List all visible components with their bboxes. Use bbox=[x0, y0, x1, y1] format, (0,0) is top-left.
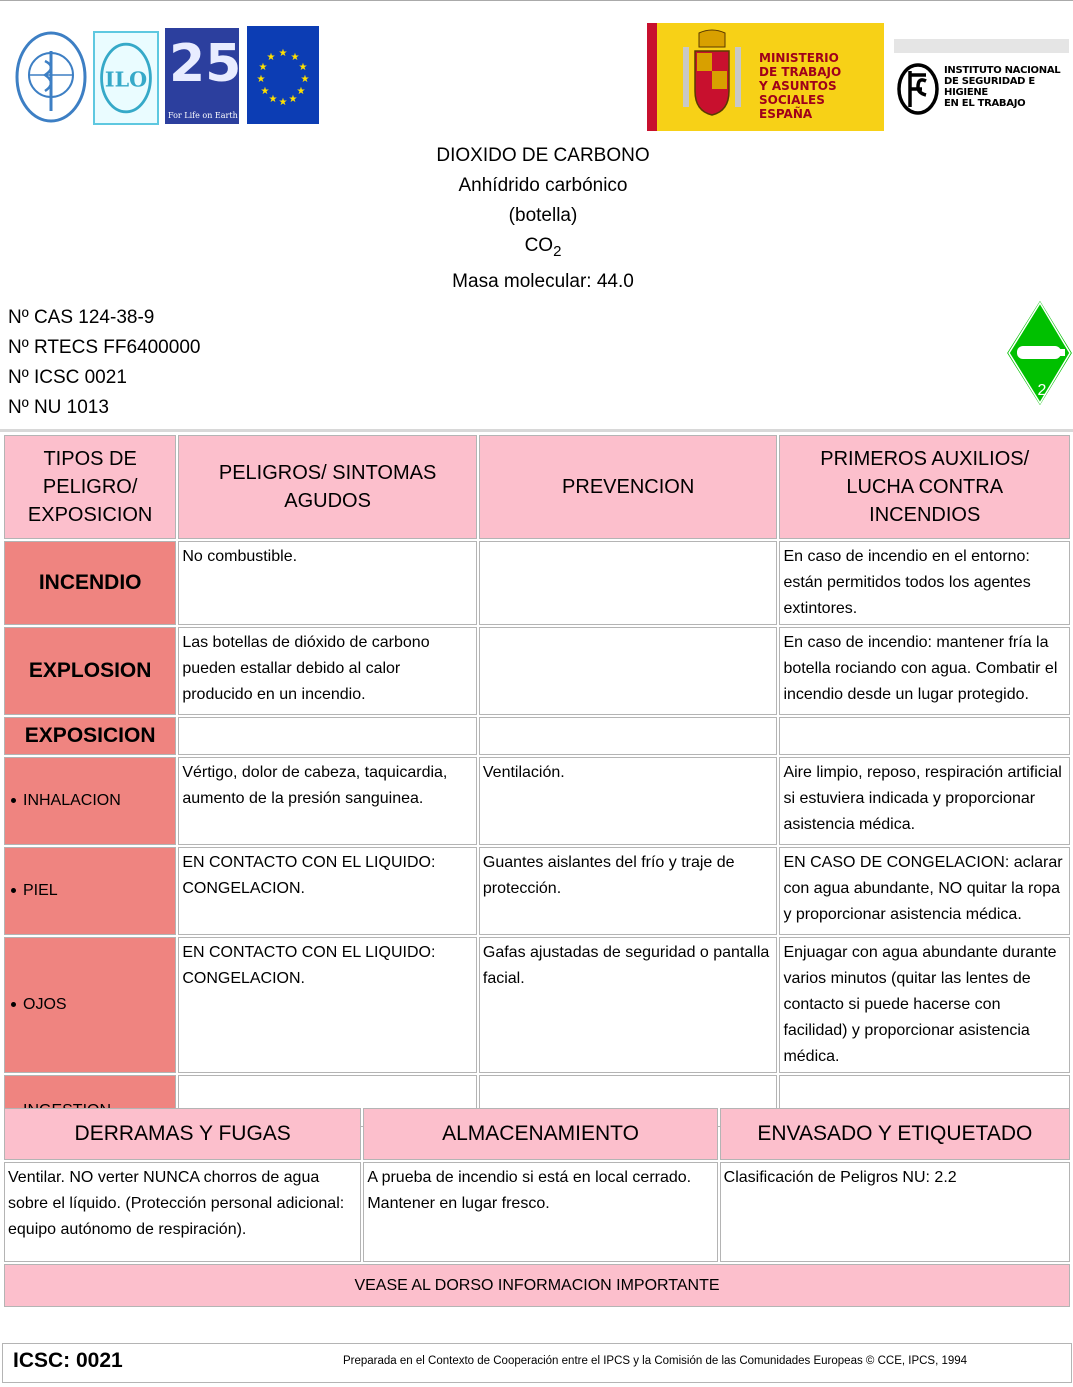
inhalation-prevention: Ventilación. bbox=[479, 757, 778, 845]
header-storage: ALMACENAMIENTO bbox=[363, 1108, 717, 1160]
row-label-eyes: OJOS bbox=[4, 937, 176, 1073]
table-row bbox=[4, 1162, 1070, 1262]
icsc-code: ICSC: 0021 bbox=[13, 1349, 123, 1372]
storage-text: A prueba de incendio si está en local cerrado. Mantener en lugar fresco. bbox=[363, 1162, 717, 1262]
molecular-mass: Masa molecular: 44.0 bbox=[452, 270, 634, 292]
table-row bbox=[4, 541, 1070, 625]
insht-logo bbox=[894, 39, 1069, 121]
substance-synonym: Anhídrido carbónico bbox=[458, 175, 628, 196]
unep-logo bbox=[165, 28, 242, 124]
svg-text:★: ★ bbox=[290, 52, 300, 63]
storage-table bbox=[2, 1106, 1072, 1309]
header-types: TIPOS DE PELIGRO/ EXPOSICION bbox=[4, 435, 176, 539]
insht-text: INSTITUTO NACIONAL DE SEGURIDAD E HIGIENE EN EL TRABAJO bbox=[944, 65, 1061, 109]
bullet-icon bbox=[11, 888, 16, 893]
header-first-aid: PRIMEROS AUXILIOS/ LUCHA CONTRA INCENDIOS bbox=[779, 435, 1070, 539]
svg-text:★: ★ bbox=[278, 48, 288, 59]
header-spills: DERRAMAS Y FUGAS bbox=[4, 1108, 361, 1160]
inhalation-first-aid: Aire limpio, reposo, respiración artificial si estuviera indicada y proporcionar asistencia médica. bbox=[779, 757, 1070, 845]
svg-text:ILO: ILO bbox=[104, 67, 148, 92]
insht-mark-icon bbox=[896, 61, 940, 117]
row-label-skin: PIEL bbox=[4, 847, 176, 935]
skin-hazards: EN CONTACTO CON EL LIQUIDO: CONGELACION. bbox=[178, 847, 477, 935]
unep-number: 25 bbox=[169, 34, 242, 94]
icsc-number: Nº ICSC 0021 bbox=[8, 367, 127, 388]
spills-text: Ventilar. NO verter NUNCA chorros de agua sobre el líquido. (Protección personal adicional: equipo autónomo de respiración). bbox=[4, 1162, 361, 1262]
fire-first-aid: En caso de incendio en el entorno: están permitidos todos los agentes extintores. bbox=[779, 541, 1070, 625]
row-label-inhalation: INHALACION bbox=[4, 757, 176, 845]
eyes-prevention: Gafas ajustadas de seguridad o pantalla facial. bbox=[479, 937, 778, 1073]
table-row bbox=[4, 1264, 1070, 1307]
ministry-logo bbox=[647, 23, 884, 131]
packaging-text: Clasificación de Peligros NU: 2.2 bbox=[720, 1162, 1070, 1262]
eu-flag-icon bbox=[247, 26, 319, 124]
ministry-text: MINISTERIO DE TRABAJO Y ASUNTOS SOCIALES ESPAÑA bbox=[759, 51, 842, 121]
table-row bbox=[4, 847, 1070, 935]
fire-prevention bbox=[479, 541, 778, 625]
see-back-notice: VEASE AL DORSO INFORMACION IMPORTANTE bbox=[4, 1264, 1070, 1307]
card-header bbox=[0, 0, 1073, 432]
ilo-logo-icon bbox=[93, 31, 159, 125]
eyes-first-aid: Enjuagar con agua abundante durante varios minutos (quitar las lentes de contacto si puede hacerse con facilidad) y proporcionar asistencia médica. bbox=[779, 937, 1070, 1073]
table-row bbox=[4, 937, 1070, 1073]
identifier-list bbox=[8, 303, 200, 423]
row-label-exposure: EXPOSICION bbox=[4, 717, 176, 755]
card-footer bbox=[2, 1343, 1072, 1383]
header-prevention: PREVENCION bbox=[479, 435, 778, 539]
table-row bbox=[4, 627, 1070, 715]
bullet-icon bbox=[11, 1002, 16, 1007]
svg-text:★: ★ bbox=[300, 74, 310, 85]
unep-caption: For Life on Earth bbox=[168, 111, 238, 120]
skin-prevention: Guantes aislantes del frío y traje de protección. bbox=[479, 847, 778, 935]
footer-note: Preparada en el Contexto de Cooperación entre el IPCS y la Comisión de las Comunidades Europeas © CCE, IPCS, 1994 bbox=[343, 1355, 968, 1367]
svg-text:★: ★ bbox=[266, 52, 276, 63]
eyes-hazards: EN CONTACTO CON EL LIQUIDO: CONGELACION. bbox=[178, 937, 477, 1073]
header-packaging: ENVASADO Y ETIQUETADO bbox=[720, 1108, 1070, 1160]
svg-text:★: ★ bbox=[260, 86, 270, 97]
fire-hazards: No combustible. bbox=[178, 541, 477, 625]
row-label-explosion: EXPLOSION bbox=[4, 627, 176, 715]
svg-text:★: ★ bbox=[256, 74, 266, 85]
substance-info bbox=[400, 141, 686, 297]
inhalation-hazards: Vértigo, dolor de cabeza, taquicardia, aumento de la presión sanguinea. bbox=[178, 757, 477, 845]
table-row bbox=[4, 757, 1070, 845]
rtecs-number: Nº RTECS FF6400000 bbox=[8, 337, 201, 358]
explosion-hazards: Las botellas de dióxido de carbono pueden estallar debido al calor producido en un incendio. bbox=[178, 627, 477, 715]
explosion-prevention bbox=[479, 627, 778, 715]
who-logo-icon bbox=[15, 31, 87, 123]
table-header-row bbox=[4, 1108, 1070, 1160]
skin-first-aid: EN CASO DE CONGELACION: aclarar con agua abundante, NO quitar la ropa y proporcionar asistencia médica. bbox=[779, 847, 1070, 935]
cas-number: Nº CAS 124-38-9 bbox=[8, 307, 155, 328]
hazard-table bbox=[2, 433, 1072, 1129]
table-row bbox=[4, 717, 1070, 755]
table-header-row bbox=[4, 435, 1070, 539]
coat-of-arms-icon bbox=[677, 29, 747, 125]
row-label-fire: INCENDIO bbox=[4, 541, 176, 625]
gas-cylinder-hazard-icon bbox=[1004, 297, 1073, 409]
un-number: Nº NU 1013 bbox=[8, 397, 109, 418]
svg-text:★: ★ bbox=[258, 62, 268, 73]
header-hazards: PELIGROS/ SINTOMAS AGUDOS bbox=[178, 435, 477, 539]
chemical-formula: $CO_2$ bbox=[524, 235, 562, 260]
svg-text:★: ★ bbox=[298, 62, 308, 73]
explosion-first-aid: En caso de incendio: mantener fría la botella rociando con agua. Combatir el incendio desde un lugar protegido. bbox=[779, 627, 1070, 715]
substance-name: DIOXIDO DE CARBONO bbox=[436, 145, 650, 166]
svg-text:★: ★ bbox=[268, 94, 278, 105]
hazard-class-number: 2 bbox=[1037, 382, 1047, 399]
svg-text:★: ★ bbox=[288, 94, 298, 105]
bullet-icon bbox=[11, 798, 16, 803]
substance-form: (botella) bbox=[508, 205, 578, 226]
svg-text:★: ★ bbox=[278, 97, 288, 108]
svg-text:★: ★ bbox=[296, 86, 306, 97]
